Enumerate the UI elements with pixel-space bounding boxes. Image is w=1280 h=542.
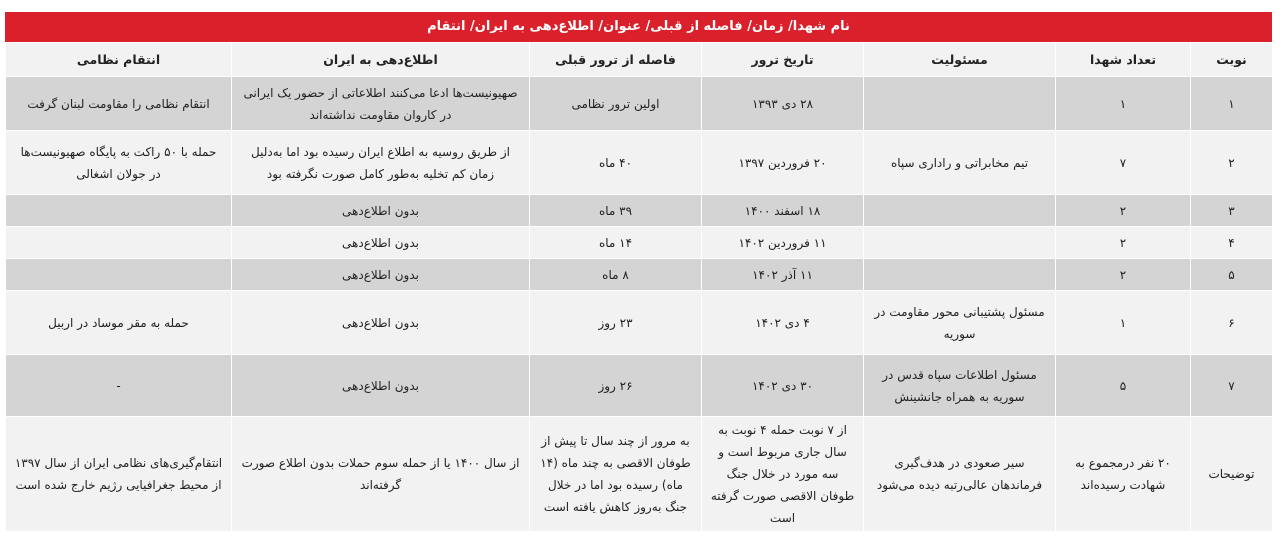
cell-date: ۱۱ فروردین ۱۴۰۲ xyxy=(702,227,864,259)
cell-notice: بدون اطلاع‌دهی xyxy=(232,355,530,417)
cell-gap: ۲۳ روز xyxy=(530,291,702,355)
cell-notice: بدون اطلاع‌دهی xyxy=(232,195,530,227)
cell-role: تیم مخابراتی و راداری سپاه xyxy=(864,131,1056,195)
cell-date: ۲۰ فروردین ۱۳۹۷ xyxy=(702,131,864,195)
cell-gap: ۱۴ ماه xyxy=(530,227,702,259)
cell-date: ۱۱ آذر ۱۴۰۲ xyxy=(702,259,864,291)
cell-revenge: انتقام نظامی را مقاومت لبنان گرفت xyxy=(6,77,232,131)
table-row xyxy=(6,291,1273,355)
table-row xyxy=(6,77,1273,131)
cell-revenge: حمله با ۵۰ راکت به پایگاه صهیونیست‌ها در جولان اشغالی xyxy=(6,131,232,195)
cell-date: ۳۰ دی ۱۴۰۲ xyxy=(702,355,864,417)
header-count: تعداد شهدا xyxy=(1056,43,1191,77)
cell-notes-notice: از سال ۱۴۰۰ یا از حمله سوم حملات بدون اطلاع صورت گرفته‌اند xyxy=(232,417,530,532)
header-turn: نوبت xyxy=(1191,43,1273,77)
cell-revenge: - xyxy=(6,355,232,417)
cell-notice: بدون اطلاع‌دهی xyxy=(232,291,530,355)
cell-turn: ۴ xyxy=(1191,227,1273,259)
cell-count: ۲ xyxy=(1056,259,1191,291)
cell-gap: اولین ترور نظامی xyxy=(530,77,702,131)
cell-turn: ۲ xyxy=(1191,131,1273,195)
cell-gap: ۸ ماه xyxy=(530,259,702,291)
cell-revenge xyxy=(6,195,232,227)
cell-count: ۲ xyxy=(1056,227,1191,259)
cell-count: ۱ xyxy=(1056,291,1191,355)
header-gap: فاصله از ترور قبلی xyxy=(530,43,702,77)
cell-role xyxy=(864,195,1056,227)
header-row xyxy=(6,43,1273,77)
header-revenge: انتقام نظامی xyxy=(6,43,232,77)
cell-turn: ۳ xyxy=(1191,195,1273,227)
cell-revenge xyxy=(6,227,232,259)
cell-turn: ۶ xyxy=(1191,291,1273,355)
cell-count: ۱ xyxy=(1056,77,1191,131)
cell-notice: از طریق روسیه به اطلاع ایران رسیده بود اما به‌دلیل زمان کم تخلیه به‌طور کامل صورت نگرفته بود xyxy=(232,131,530,195)
header-notice: اطلاع‌دهی به ایران xyxy=(232,43,530,77)
data-table xyxy=(5,42,1273,532)
cell-count: ۲ xyxy=(1056,195,1191,227)
cell-notice: بدون اطلاع‌دهی xyxy=(232,227,530,259)
header-role: مسئولیت xyxy=(864,43,1056,77)
cell-turn: ۱ xyxy=(1191,77,1273,131)
cell-notes-gap: به مرور از چند سال تا پیش از طوفان الاقصی به چند ماه (۱۴ ماه) رسیده بود اما در خلال جنگ به‌روز کاهش یافته است xyxy=(530,417,702,532)
cell-role xyxy=(864,259,1056,291)
data-table-container xyxy=(5,12,1272,532)
table-row xyxy=(6,227,1273,259)
cell-gap: ۲۶ روز xyxy=(530,355,702,417)
cell-role: مسئول اطلاعات سپاه قدس در سوریه به همراه جانشینش xyxy=(864,355,1056,417)
cell-date: ۱۸ اسفند ۱۴۰۰ xyxy=(702,195,864,227)
cell-count: ۷ xyxy=(1056,131,1191,195)
notes-row xyxy=(6,417,1273,532)
cell-notes-label: توضیحات xyxy=(1191,417,1273,532)
table-title: نام شهدا/ زمان/ فاصله از قبلی/ عنوان/ اطلاع‌دهی به ایران/ انتقام xyxy=(5,12,1272,42)
cell-date: ۲۸ دی ۱۳۹۳ xyxy=(702,77,864,131)
cell-turn: ۵ xyxy=(1191,259,1273,291)
cell-role xyxy=(864,77,1056,131)
cell-gap: ۳۹ ماه xyxy=(530,195,702,227)
cell-notice: صهیونیست‌ها ادعا می‌کنند اطلاعاتی از حضور یک ایرانی در کاروان مقاومت نداشته‌اند xyxy=(232,77,530,131)
cell-role xyxy=(864,227,1056,259)
table-row xyxy=(6,195,1273,227)
table-row xyxy=(6,131,1273,195)
cell-gap: ۴۰ ماه xyxy=(530,131,702,195)
cell-notice: بدون اطلاع‌دهی xyxy=(232,259,530,291)
cell-notes-role: سیر صعودی در هدف‌گیری فرماندهان عالی‌رتبه دیده می‌شود xyxy=(864,417,1056,532)
cell-count: ۵ xyxy=(1056,355,1191,417)
table-row xyxy=(6,259,1273,291)
cell-notes-date: از ۷ نوبت حمله ۴ نوبت به سال جاری مربوط است و سه مورد در خلال جنگ طوفان الاقصی صورت گرفته است xyxy=(702,417,864,532)
cell-revenge: حمله به مقر موساد در اربیل xyxy=(6,291,232,355)
cell-notes-count: ۲۰ نفر درمجموع به شهادت رسیده‌اند xyxy=(1056,417,1191,532)
table-row xyxy=(6,355,1273,417)
cell-role: مسئول پشتیبانی محور مقاومت در سوریه xyxy=(864,291,1056,355)
cell-turn: ۷ xyxy=(1191,355,1273,417)
cell-notes-revenge: انتقام‌گیری‌های نظامی ایران از سال ۱۳۹۷ از محیط جغرافیایی رژیم خارج شده است xyxy=(6,417,232,532)
header-date: تاریخ ترور xyxy=(702,43,864,77)
cell-date: ۴ دی ۱۴۰۲ xyxy=(702,291,864,355)
cell-revenge xyxy=(6,259,232,291)
